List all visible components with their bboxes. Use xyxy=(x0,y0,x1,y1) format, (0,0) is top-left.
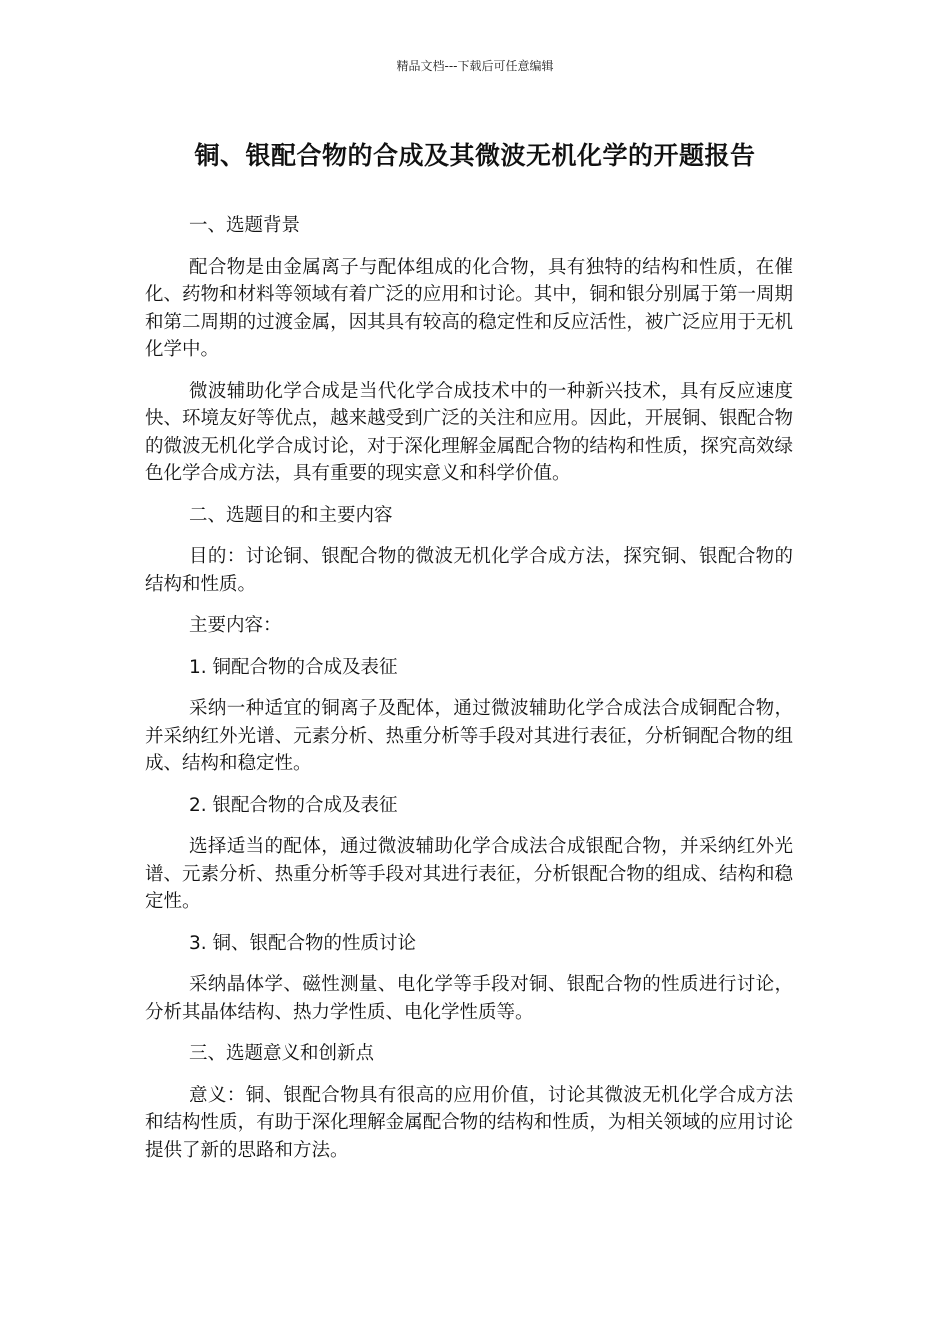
document-body xyxy=(145,212,793,1178)
main-content-label: 主要内容： xyxy=(189,615,282,636)
paragraph-significance: 意义：铜、银配合物具有很高的应用价值，讨论其微波无机化学合成方法和结构性质，有助于深化理解金属配合物的结构和性质，为相关领域的应用讨论提供了新的思路和方法。 xyxy=(145,1084,793,1161)
item-heading-silver: 2. 银配合物的合成及表征 xyxy=(189,794,398,816)
section-heading-background: 一、选题背景 xyxy=(189,215,301,236)
paragraph-background-1: 配合物是由金属离子与配体组成的化合物，具有独特的结构和性质，在催化、药物和材料等领域有着广泛的应用和讨论。其中，铜和银分别属于第一周期和第二周期的过渡金属，因其具有较高的稳定性和反应活性，被广泛应用于无机化学中。 xyxy=(145,256,793,360)
header-note: 精品文档---下载后可任意编辑 xyxy=(396,59,554,73)
paragraph-goal: 目的：讨论铜、银配合物的微波无机化学合成方法，探究铜、银配合物的结构和性质。 xyxy=(145,546,793,595)
paragraph-background-2: 微波辅助化学合成是当代化学合成技术中的一种新兴技术，具有反应速度快、环境友好等优点，越来越受到广泛的关注和应用。因此，开展铜、银配合物的微波无机化学合成讨论，对于深化理解金属配合物的结构和性质，探究高效绿色化学合成方法，具有重要的现实意义和科学价值。 xyxy=(145,380,793,484)
section-heading-goals: 二、选题目的和主要内容 xyxy=(189,504,393,526)
item-text-properties: 采纳晶体学、磁性测量、电化学等手段对铜、银配合物的性质进行讨论，分析其晶体结构、热力学性质、电化学性质等。 xyxy=(145,974,793,1023)
item-heading-properties: 3. 铜、银配合物的性质讨论 xyxy=(189,932,417,954)
section-heading-significance: 三、选题意义和创新点 xyxy=(189,1043,375,1064)
item-text-copper: 采纳一种适宜的铜离子及配体，通过微波辅助化学合成法合成铜配合物，并采纳红外光谱、元素分析、热重分析等手段对其进行表征，分析铜配合物的组成、结构和稳定性。 xyxy=(145,698,793,774)
document-title: 铜、银配合物的合成及其微波无机化学的开题报告 xyxy=(194,141,756,170)
item-heading-copper: 1. 铜配合物的合成及表征 xyxy=(189,656,398,678)
item-text-silver: 选择适当的配体，通过微波辅助化学合成法合成银配合物，并采纳红外光谱、元素分析、热重分析等手段对其进行表征，分析银配合物的组成、结构和稳定性。 xyxy=(145,836,793,912)
